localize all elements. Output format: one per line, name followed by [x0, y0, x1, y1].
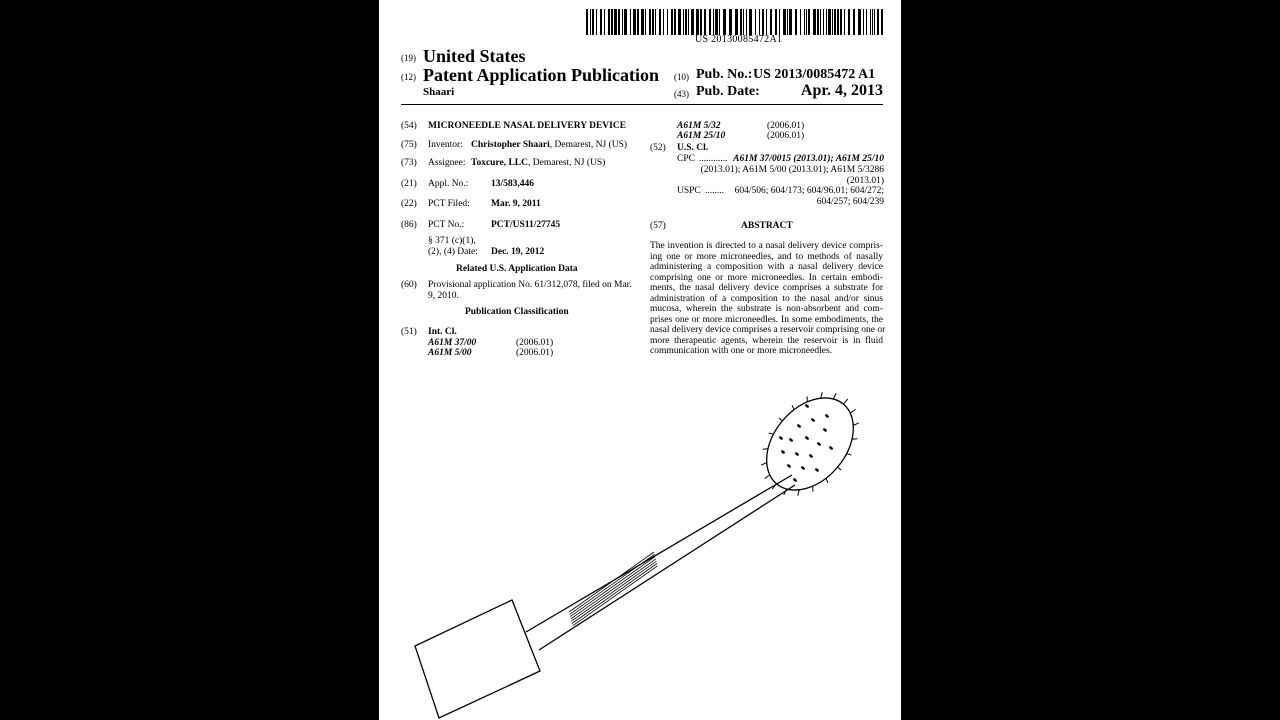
- provisional-line2: 9, 2010.: [428, 291, 459, 301]
- pub-no: US 2013/0085472 A1: [753, 67, 876, 82]
- appl-no: 13/583,446: [491, 179, 535, 189]
- pub-date: Apr. 4, 2013: [800, 82, 883, 99]
- inventor-field: [471, 140, 627, 150]
- intcl-class: A61M 5/00: [428, 348, 472, 358]
- provisional-line1: Provisional application No. 61/312,078, filed on Mar.: [428, 280, 632, 290]
- barcode: [586, 9, 883, 35]
- appl-code: (21): [401, 179, 417, 189]
- pct-no-label: PCT No.:: [428, 220, 465, 230]
- device-shaft: [526, 475, 792, 632]
- microneedle-head: [749, 381, 871, 507]
- intcl-version: (2006.01): [516, 338, 554, 348]
- s371-date: Dec. 19, 2012: [491, 247, 545, 257]
- abstract-line: The invention is directed to a nasal delivery device compris-: [650, 241, 883, 251]
- uspc-line1: 604/506; 604/173; 604/96.01; 604/272;: [734, 186, 884, 196]
- related-heading: Related U.S. Application Data: [456, 264, 578, 274]
- abstract-line: administration of a composition to the nasal and/or sinus: [650, 293, 883, 304]
- intcl-cont-class: A61M 5/32: [677, 121, 721, 131]
- inventor-short: Shaari: [423, 86, 455, 98]
- abstract-code: (57): [650, 221, 666, 231]
- appl-label: Appl. No.:: [428, 179, 469, 189]
- provisional-code: (60): [401, 280, 417, 290]
- inventor-code: (75): [401, 140, 417, 150]
- intcl-version: (2006.01): [516, 348, 554, 358]
- inventor-location: , Demarest, NJ (US): [549, 140, 628, 150]
- country-code: (19): [401, 53, 416, 63]
- cpc-line1: A61M 37/0015 (2013.01); A61M 25/10: [733, 154, 884, 164]
- title-code: (54): [401, 121, 417, 131]
- s371-line2: (2), (4) Date:: [428, 247, 478, 257]
- intcl-class: A61M 37/00: [428, 338, 477, 348]
- pub-no-label: Pub. No.:: [696, 67, 753, 82]
- cpc-label: CPC: [677, 154, 695, 164]
- pubclass-heading: Publication Classification: [465, 307, 569, 317]
- device-cap: [415, 600, 540, 718]
- assignee-location: , Demarest, NJ (US): [528, 158, 606, 168]
- pub-no-code: (10): [674, 72, 689, 82]
- pub-date-code: (43): [674, 89, 689, 99]
- abstract-body: [650, 241, 886, 357]
- header-divider: [401, 104, 883, 105]
- uscl-label: U.S. Cl.: [677, 143, 709, 153]
- uspc-label: USPC: [677, 186, 701, 196]
- pct-filed-date: Mar. 9, 2011: [491, 199, 541, 209]
- intcl-cont-version: (2006.01): [767, 131, 805, 141]
- assignee-name: Toxcure, LLC: [471, 158, 529, 168]
- abstract-line: administering a composition with a nasal delivery device: [650, 262, 883, 272]
- publication-type: Patent Application Publication: [423, 65, 660, 85]
- abstract-heading: ABSTRACT: [741, 221, 793, 231]
- cpc-line3: (2013.01): [846, 176, 884, 186]
- uscl-code: (52): [650, 143, 666, 153]
- abstract-line: more therapeutic agents, wherein the reservoir is in fluid: [650, 335, 883, 346]
- cpc-line2: (2013.01); A61M 5/00 (2013.01); A61M 5/3286: [700, 165, 884, 175]
- assignee-field: [471, 158, 605, 168]
- device-drawing: [379, 380, 901, 720]
- inventor-label: Inventor:: [428, 140, 463, 150]
- intcl-cont-version: (2006.01): [767, 121, 805, 131]
- abstract-line: communication with one or more microneedles.: [650, 346, 833, 356]
- pub-type-code: (12): [401, 72, 416, 82]
- patent-title: MICRONEEDLE NASAL DELIVERY DEVICE: [428, 121, 627, 131]
- pct-no-code: (86): [401, 220, 417, 230]
- assignee-label: Assignee:: [428, 158, 466, 168]
- abstract-line: mucosa, wherein the substrate is non-absorbent and com-: [650, 304, 883, 314]
- inventor-name: Christopher Shaari: [471, 140, 550, 150]
- abstract-line: nasal delivery device comprises a reservoir comprising one or: [650, 325, 886, 335]
- abstract-line: ments, the nasal delivery device comprises a substrate for: [650, 283, 883, 293]
- abstract-line: prises one or more microneedles. In some embodiments, the: [650, 314, 883, 325]
- intcl-cont-class: A61M 25/10: [677, 131, 726, 141]
- intcl-code: (51): [401, 327, 417, 337]
- pct-filed-code: (22): [401, 199, 417, 209]
- country: United States: [423, 46, 526, 66]
- pct-no: PCT/US11/27745: [491, 220, 561, 230]
- barcode-number: US 20130085472A1: [695, 34, 783, 45]
- pub-date-label: Pub. Date:: [696, 84, 760, 99]
- abstract-line: comprising one or more microneedles. In certain embodi-: [650, 272, 883, 283]
- assignee-code: (73): [401, 158, 417, 168]
- patent-page: US 20130085472A1 (19) United States (12) Patent Application Publication Shaari (10) Pub. No.: US 2013/0085472 A1 (43) Pub. Date: Apr. 4, 2013 (54) MICRONEEDLE NASAL DELIVERY DEVICE (75) Inventor: Christopher Shaari, Demarest, NJ (US) (73) Assignee: Toxcure, LLC, Demarest, NJ (US) (21) Appl. No.: 13/583,446 (22) PCT Filed: Mar. 9, 2011 (86) PCT No.: PCT/US11/27745 § 371 (c)(1), (2), (4) Date: Dec. 19, 2012 Related U.S. Application Data (60) Provisional application No. 61/312,078, filed on Mar. 9, 2010. Publication Classification (51) Int. Cl. A61M 37/00 (2006.01) A61M 5/00 (2006.01) A61M 5/32 (2006.01) A61M 25/10 (2006.01) (52) U.S. Cl. CPC ............ A61M 37/0015 (2013.01); A61M 25/10 (2013.01); A61M 5/00 (2013.01); A61M 5/3286 (2013.01) USPC ........ 604/506; 604/173; 604/96.01; 604/272; 604/257; 604/239 (57) ABSTRACT The invention is directed to a nasal delivery device compris- ing one or more microneedles, and to methods of nasally administering a composition with a nasal delivery device comprising one or more microneedles. In certain embodi- ments, the nasal delivery device comprises a substrate for administration of a composition to the nasal and/or sinus mucosa, wherein the substrate is non-absorbent and com- prises one or more microneedles. In some embodiments, the nasal delivery device comprises a reservoir comprising one or more therapeutic agents, wherein the reservoir is in fluid communication with one or more microneedles.: [379, 0, 901, 720]
- intcl-label: Int. Cl.: [428, 327, 457, 337]
- abstract-line: ing one or more microneedles, and to methods of nasally: [650, 251, 883, 262]
- s371-line1: § 371 (c)(1),: [428, 236, 476, 246]
- pct-filed-label: PCT Filed:: [428, 199, 470, 209]
- uspc-line2: 604/257; 604/239: [816, 197, 884, 207]
